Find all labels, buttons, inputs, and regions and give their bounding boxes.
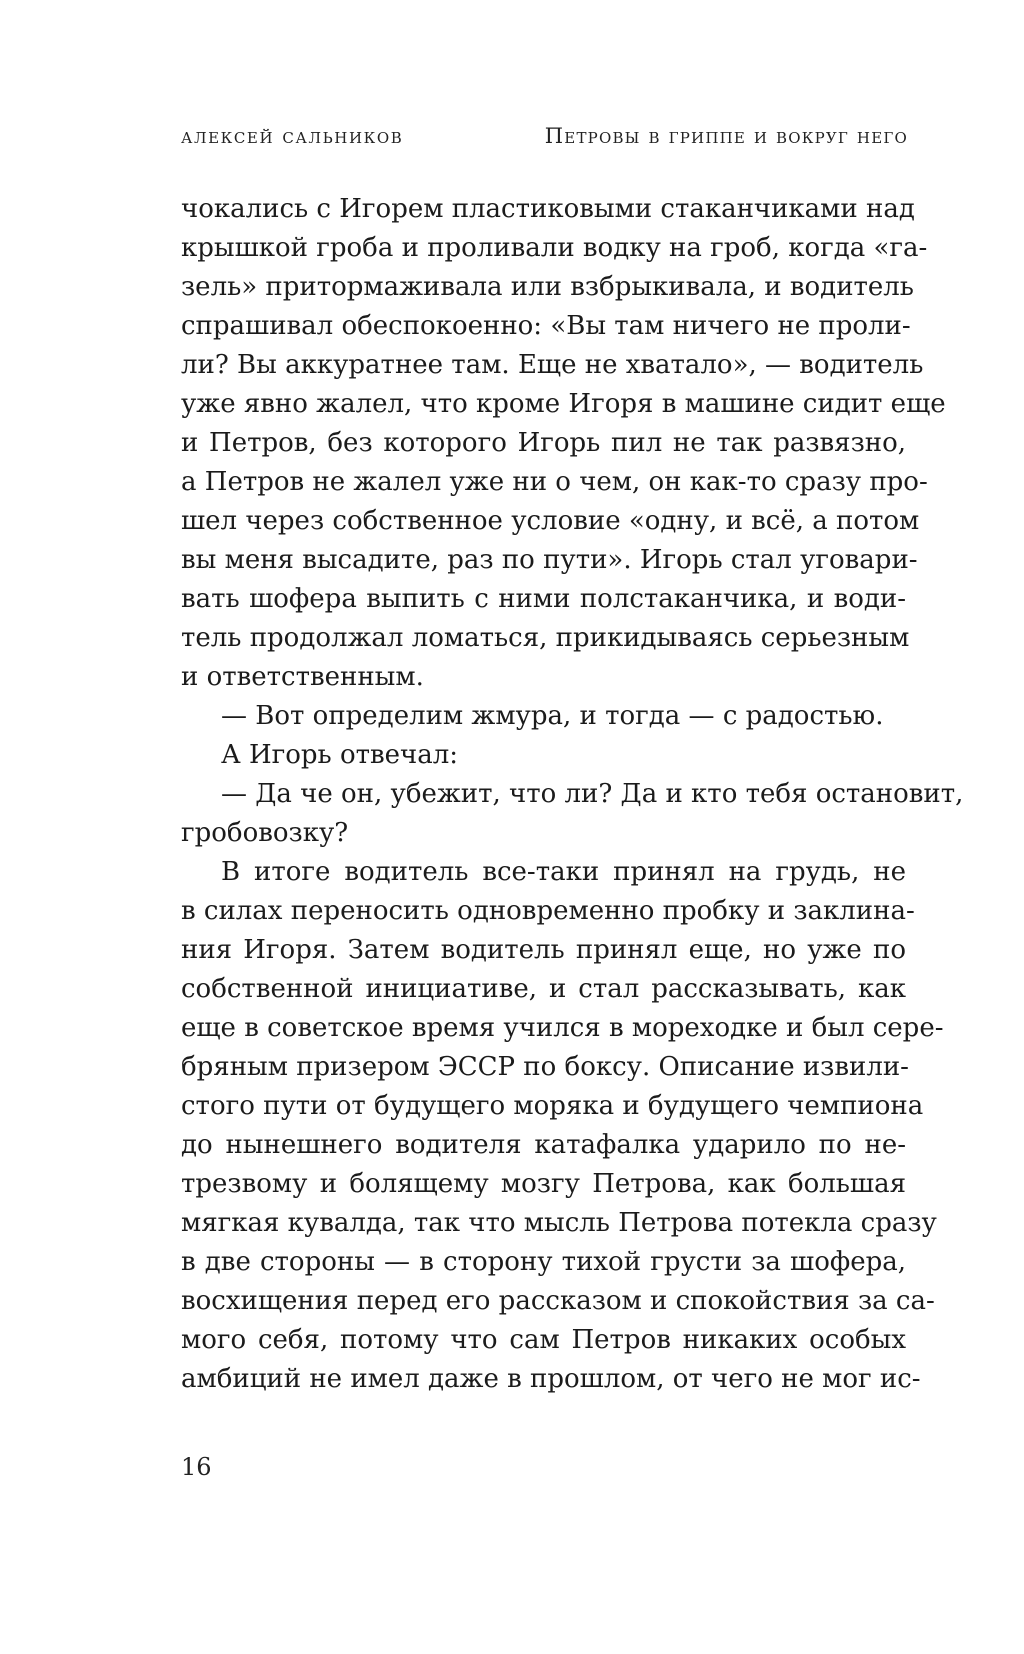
text-line: вать шофера выпить с ними полстаканчика, и води-: [181, 584, 906, 614]
text-line: до нынешнего водителя катафалка ударило по не-: [181, 1130, 906, 1160]
text-line: В итоге водитель все-таки принял на грудь, не: [221, 857, 906, 887]
text-line: амбиций не имел даже в прошлом, от чего не мог ис-: [181, 1364, 921, 1394]
text-line: гробовозку?: [181, 818, 349, 848]
text-line: собственной инициативе, и стал рассказывать, как: [181, 974, 906, 1004]
running-head-title: Петровы в гриппе и вокруг него: [544, 124, 908, 148]
text-line: мого себя, потому что сам Петров никаких особых: [181, 1325, 906, 1355]
text-line: трезвому и болящему мозгу Петрова, как большая: [181, 1169, 906, 1199]
text-line: чокались с Игорем пластиковыми стаканчиками над: [181, 194, 915, 224]
dialogue-line: — Вот определим жмура, и тогда — с радостью.: [221, 701, 884, 731]
text-line: стого пути от будущего моряка и будущего чемпиона: [181, 1091, 924, 1121]
text-line: ния Игоря. Затем водитель принял еще, но уже по: [181, 935, 906, 965]
text-line: в две стороны — в сторону тихой грусти за шофера,: [181, 1247, 906, 1277]
text-line: спрашивал обеспокоенно: «Вы там ничего не проли-: [181, 311, 911, 341]
text-line: в силах переносить одновременно пробку и заклина-: [181, 896, 915, 926]
text-line: а Петров не жалел уже ни о чем, он как-то сразу про-: [181, 467, 928, 497]
text-line: и ответственным.: [181, 662, 424, 692]
text-line: восхищения перед его рассказом и спокойствия за са-: [181, 1286, 935, 1316]
text-line: зель» притормаживала или взбрыкивала, и водитель: [181, 272, 914, 302]
text-line: уже явно жалел, что кроме Игоря в машине сидит еще: [181, 389, 946, 419]
running-head-author: алексей сальников: [181, 124, 404, 148]
text-line: и Петров, без которого Игорь пил не так развязно,: [181, 428, 906, 458]
text-line: ли? Вы аккуратнее там. Еще не хватало», — водитель: [181, 350, 924, 380]
text-line: крышкой гроба и проливали водку на гроб, когда «га-: [181, 233, 928, 263]
text-line: бряным призером ЭССР по боксу. Описание извили-: [181, 1052, 909, 1082]
text-line: шел через собственное условие «одну, и всё, а потом: [181, 506, 920, 536]
body-text: [181, 190, 964, 1399]
text-line: тель продолжал ломаться, прикидываясь серьезным: [181, 623, 910, 653]
text-line: еще в советское время учился в мореходке и был сере-: [181, 1013, 944, 1043]
page-number: 16: [181, 1453, 212, 1481]
text-line: мягкая кувалда, так что мысль Петрова потекла сразу: [181, 1208, 937, 1238]
text-line: вы меня высадите, раз по пути». Игорь стал уговари-: [181, 545, 918, 575]
dialogue-line: — Да че он, убежит, что ли? Да и кто тебя остановит,: [221, 779, 964, 809]
text-line: А Игорь отвечал:: [221, 740, 458, 770]
